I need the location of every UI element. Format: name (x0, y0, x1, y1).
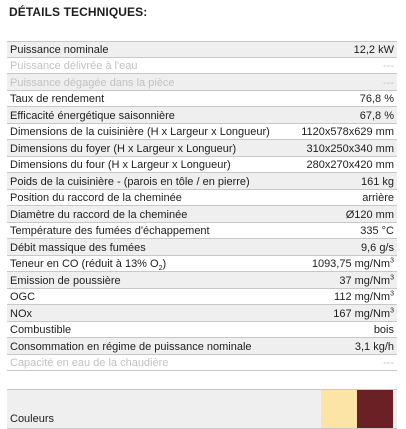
spec-value: 280x270x420 mm (306, 159, 394, 171)
spec-label: Puissance dégagée dans la pièce (10, 76, 175, 89)
spec-row (7, 58, 397, 75)
spec-row (7, 272, 397, 289)
colors-row (7, 389, 397, 429)
spec-row (7, 206, 397, 223)
spec-value: 76,8 % (359, 93, 394, 105)
spec-label: Température des fumées d'échappement (10, 225, 210, 237)
spec-label: Consommation en régime de puissance nominale (10, 340, 252, 353)
spec-label: Puissance nominale (10, 43, 109, 56)
spec-row (7, 289, 397, 306)
section-heading: DÉTAILS TECHNIQUES: (9, 5, 148, 19)
spec-label: Position du raccord de la cheminée (10, 192, 182, 204)
spec-table (7, 41, 397, 371)
spec-value: 1120x578x629 mm (301, 126, 394, 138)
colors-label: Couleurs (10, 413, 55, 425)
spec-label: Dimensions de la cuisinière (H x Largeur x Longueur) (10, 126, 270, 138)
spec-label: Dimensions du foyer (H x Largeur x Longueur) (10, 142, 237, 155)
spec-value: 167 mg/Nm$^3$ (333, 306, 394, 320)
spec-label: Puissance délivrée à l'eau (10, 60, 138, 72)
spec-value: 310x250x340 mm (306, 142, 394, 155)
spec-label: Combustible (10, 324, 72, 336)
spec-value: 3,1 kg/h (354, 340, 394, 353)
spec-value: arrière (362, 192, 394, 204)
spec-row (7, 190, 397, 207)
spec-value: 9,6 g/s (360, 241, 394, 254)
spec-row (7, 305, 397, 322)
spec-row (7, 41, 397, 58)
spec-label: OGC (10, 291, 36, 303)
spec-label: NOx (10, 307, 32, 320)
spec-value: 12,2 kW (353, 43, 394, 56)
spec-row (7, 74, 397, 91)
spec-label: Dimensions du four (H x Largeur x Longueur) (10, 159, 231, 171)
spec-row (7, 140, 397, 157)
spec-label: Efficacité énergétique saisonnière (10, 109, 175, 122)
spec-value: --- (383, 60, 394, 72)
spec-label: Emission de poussière (10, 274, 121, 287)
spec-value: --- (383, 76, 394, 89)
spec-value: --- (383, 357, 394, 369)
spec-label: Taux de rendement (10, 93, 105, 105)
spec-label: Diamètre du raccord de la cheminée (10, 208, 188, 221)
spec-label: Débit massique des fumées (10, 241, 146, 254)
spec-row (7, 124, 397, 141)
spec-row (7, 107, 397, 124)
spec-value: 1093,75 mg/Nm$^3$ (311, 257, 394, 270)
spec-value: 37 mg/Nm$^3$ (339, 273, 394, 287)
color-swatch-cream[interactable] (321, 390, 357, 428)
spec-row (7, 223, 397, 240)
spec-row (7, 355, 397, 372)
spec-row (7, 173, 397, 190)
spec-label: Capacité en eau de la chaudière (10, 357, 169, 369)
spec-value: 335 °C (360, 225, 394, 237)
spec-row (7, 157, 397, 174)
spec-value: 161 kg (360, 175, 394, 188)
spec-row (7, 322, 397, 339)
spec-row (7, 91, 397, 108)
spec-value: bois (373, 324, 394, 336)
spec-label: Teneur en CO (réduit à 13% $O_2$) (10, 258, 167, 273)
spec-label: Poids de la cuisinière - (parois en tôle / en pierre) (10, 175, 250, 188)
spec-row (7, 256, 397, 273)
spec-value: 67,8 % (359, 109, 394, 122)
spec-row (7, 338, 397, 355)
color-swatch-bordeaux[interactable] (357, 390, 393, 428)
spec-value: Ø120 mm (345, 208, 394, 221)
spec-value: 112 mg/Nm$^3$ (334, 290, 394, 303)
spec-row (7, 239, 397, 256)
